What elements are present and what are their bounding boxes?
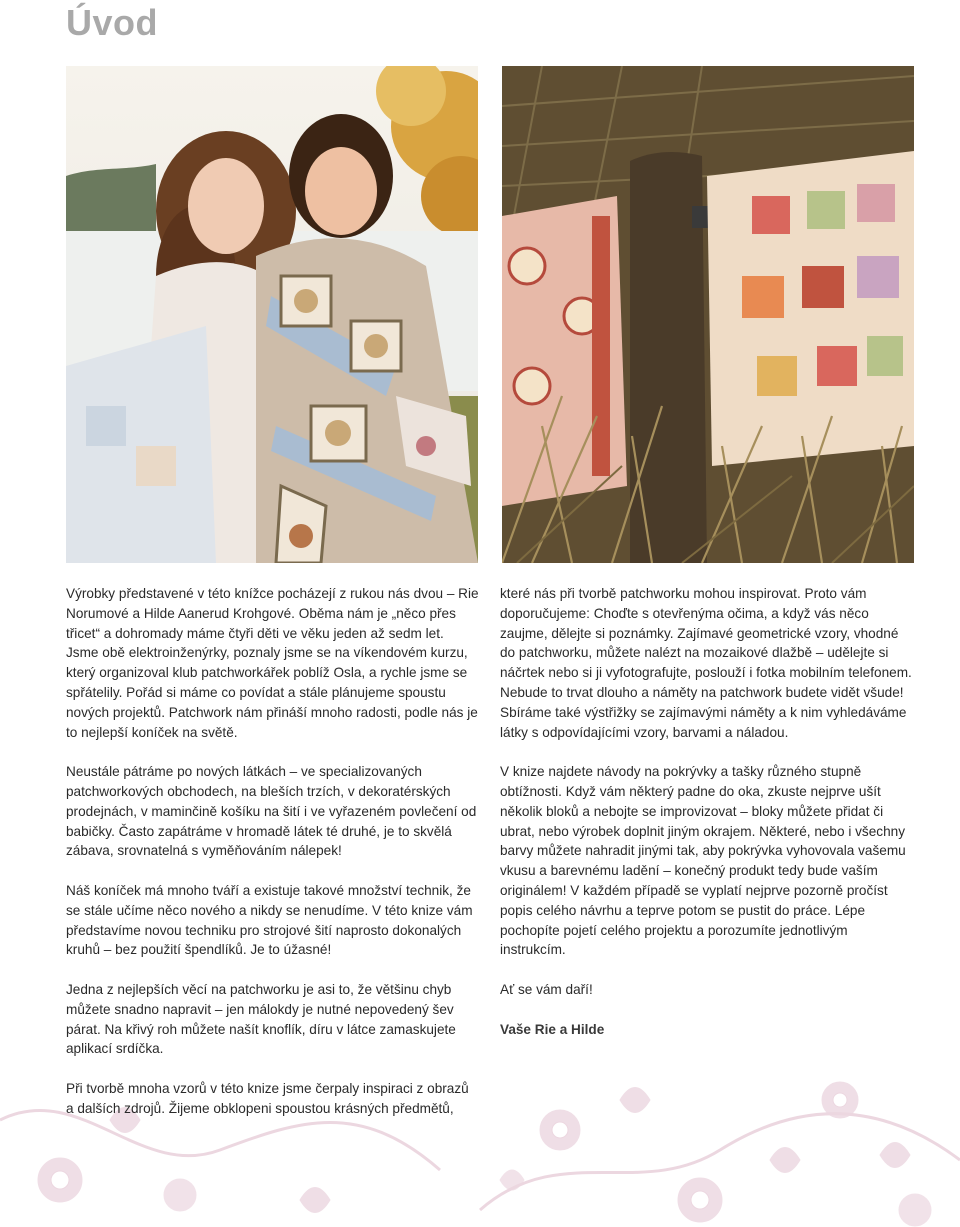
paragraph: Jedna z nejlepších věcí na patchworku je asi to, že většinu chyb můžete snadno napravit – jen málokdy je nutné nepovedený šev párat. Na křivý roh můžete našít knoflík, díru v látce zamaskujete aplikací srdíčka. bbox=[66, 981, 456, 1057]
page-title: Úvod bbox=[66, 2, 158, 43]
paragraph: Neustále pátráme po nových látkách – ve specializovaných patchworkových obchodech, na bleších trzích, v dekoratérských prodejnách, v maminčině košíku na šití i ve vyřazeném povlečení od babičky. Často zapátráme v hromadě látek té druhé, je to skvělá zábava, srovnatelná s vyměňováním nálepek! bbox=[66, 764, 477, 859]
photo-quilts-on-fence bbox=[502, 66, 914, 563]
paragraph: Náš koníček má mnoho tváří a existuje takové množství technik, že se stále učíme něco nového a nikdy se nenudíme. V této knize vám představíme novou techniku pro strojové šití naprosto dokonalých kruhů – bez použití špendlíků. Je to úžasné! bbox=[66, 882, 473, 958]
text-column-left bbox=[66, 584, 480, 1138]
paragraph: V knize najdete návody na pokrývky a tašky různého stupně obtížnosti. Když vám některý padne do oka, zkuste nejprve ušít několik bloků a nebojte se improvizovat – bloky můžete přidat či ubrat, nebo výrobek doplnit jiným okrajem. Některé, nebo i všechny barvy můžete nahradit jinými tak, aby pokrývka vyhovovala vašemu vkusu a barevnému ladění – konečný produkt tedy bude vaším originálem! V každém případě se vyplatí nejprve pozorně pročíst popis celého návrhu a teprve potom se pustit do práce. Lépe pochopíte pojetí celého projektu a porozumíte jednotlivým instrukcím. bbox=[500, 764, 906, 958]
paragraph: Při tvorbě mnoha vzorů v této knize jsme čerpaly inspiraci z obrazů a dalších zdrojů. Žijeme obklopeni spoustou krásných předmětů, bbox=[66, 1080, 469, 1116]
signature: Vaše Rie a Hilde bbox=[500, 1021, 605, 1037]
paragraph: Výrobky představené v této knížce pocházejí z rukou nás dvou – Rie Norumové a Hilde Aanerud Krohgové. Oběma nám je „něco přes třicet“ a dohromady máme čtyři děti ve věku jeden až sedm let. Jsme obě elektroinženýrky, poznaly jsme se na víkendovém kurzu, který organizoval klub patchworkářek poblíž Osla, a rychle jsme se spřátelily. Pořád si máme co povídat a stále plánujeme spoustu nových projektů. Patchwork nám přináší mnoho radosti, podle nás je to nejlepší koníček na světě. bbox=[66, 586, 479, 740]
paragraph: Ať se vám daří! bbox=[500, 981, 593, 997]
text-column-right bbox=[500, 584, 914, 1059]
paragraph: které nás při tvorbě patchworku mohou inspirovat. Proto vám doporučujeme: Choďte s otevřenýma očima, a když vás něco zaujme, dělejte si poznámky. Zajímavé geometrické vzory, vhodné do patchworku, můžete nalézt na mozaikové dlažbě – udělejte si náčrtek nebo si ji vyfotografujte, poslouží i fotka mobilním telefonem. Nebude to trvat dlouho a náměty na patchwork budete vidět všude! Sbíráme také výstřižky se zajímavými náměty a k nim vyhledáváme látky s odpovídajícími vzory, barvami a náladou. bbox=[500, 586, 912, 740]
photo-two-women-with-quilt bbox=[66, 66, 478, 563]
